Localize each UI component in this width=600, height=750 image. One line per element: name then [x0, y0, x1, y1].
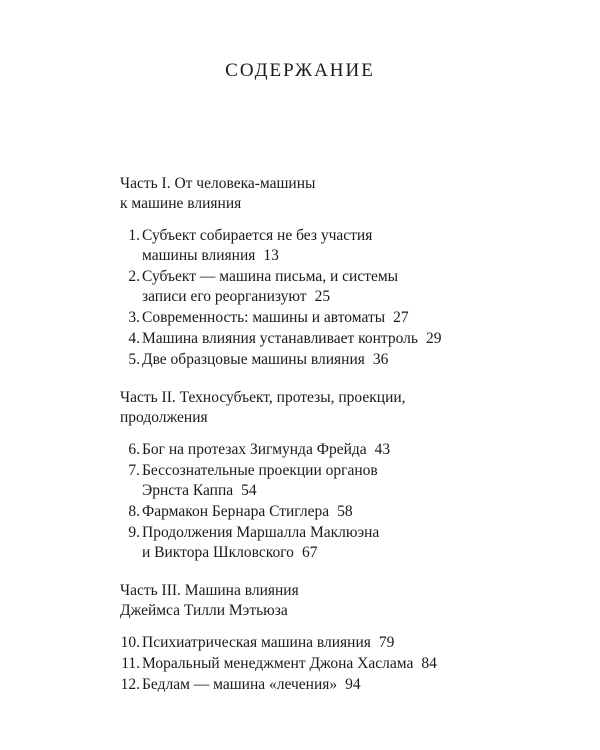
- chapter-title-text: Эрнста Каппа: [142, 482, 234, 499]
- chapter-number: 1.: [128, 227, 140, 244]
- chapter-title-line: [142, 481, 560, 501]
- chapter-title-line: [142, 308, 560, 328]
- chapter-title-text: Современность: машины и автоматы: [142, 309, 386, 326]
- chapter-title-text: машины влияния: [142, 247, 256, 264]
- list-item: [120, 267, 560, 307]
- chapter-title-text: Две образцовые машины влияния: [142, 351, 365, 368]
- chapter-title-text: записи его реорганизуют: [142, 288, 307, 305]
- chapter-title-line: Бессознательные проекции органов: [142, 462, 378, 479]
- chapter-title-line: [142, 502, 560, 522]
- chapter-number: 12.: [120, 676, 140, 693]
- chapter-number: 9.: [128, 524, 140, 541]
- part-title-line: Джеймса Тилли Мэтьюза: [120, 602, 288, 619]
- part-title-line: продолжения: [120, 409, 208, 426]
- chapter-title-line: [142, 350, 560, 370]
- list-item: [120, 329, 560, 349]
- table-of-contents: [120, 174, 560, 696]
- page-number: 79: [378, 634, 395, 651]
- chapter-title-line: [142, 633, 560, 653]
- chapter-number: 10.: [120, 634, 140, 651]
- list-item: [120, 440, 560, 460]
- list-item: [120, 350, 560, 370]
- chapter-title-line: [142, 329, 560, 349]
- part-3: [120, 581, 560, 695]
- part-title: [120, 174, 560, 214]
- chapter-list: [120, 633, 560, 695]
- list-item: [120, 502, 560, 522]
- list-item: [120, 226, 560, 266]
- chapter-number: 4.: [128, 330, 140, 347]
- page-number: 36: [372, 351, 389, 368]
- chapter-number: 2.: [128, 268, 140, 285]
- chapter-title-line: [142, 675, 560, 695]
- page-number: 43: [374, 441, 391, 458]
- chapter-title-line: Продолжения Маршалла Маклюэна: [142, 524, 380, 541]
- chapter-title-text: Бедлам — машина «лечения»: [142, 676, 338, 693]
- list-item: [120, 523, 560, 563]
- chapter-title-text: Психиатрическая машина влияния: [142, 634, 371, 651]
- page-number: 94: [345, 676, 361, 693]
- page-title: СОДЕРЖАНИЕ: [225, 60, 375, 81]
- part-title: [120, 388, 560, 428]
- chapter-list: [120, 440, 560, 563]
- page-number: 84: [421, 655, 437, 672]
- chapter-title-text: и Виктора Шкловского: [142, 544, 294, 561]
- page-number: 25: [314, 288, 331, 305]
- part-title-line: Часть I. От человека-машины: [120, 175, 316, 192]
- page-number: 67: [301, 544, 318, 561]
- list-item: [120, 461, 560, 501]
- chapter-title-line: [142, 543, 560, 563]
- chapter-title-text: Бог на протезах Зигмунда Фрейда: [142, 441, 367, 458]
- list-item: [120, 308, 560, 328]
- part-1: [120, 174, 560, 370]
- chapter-title-line: [142, 440, 560, 460]
- part-2: [120, 388, 560, 563]
- part-title: [120, 581, 560, 621]
- chapter-number: 7.: [128, 462, 140, 479]
- page-number: 13: [263, 247, 279, 264]
- chapter-title-line: [142, 246, 560, 266]
- chapter-number: 5.: [128, 351, 140, 368]
- part-title-line: Часть II. Техносубъект, протезы, проекции,: [120, 389, 406, 406]
- chapter-title-line: Субъект собирается не без участия: [142, 227, 373, 244]
- chapter-title-line: Субъект — машина письма, и системы: [142, 268, 399, 285]
- chapter-list: [120, 226, 560, 370]
- chapter-number: 8.: [128, 503, 140, 520]
- chapter-title-text: Фармакон Бернара Стиглера: [142, 503, 330, 520]
- list-item: [120, 654, 560, 674]
- chapter-title-line: [142, 287, 560, 307]
- list-item: [120, 633, 560, 653]
- page-number: 27: [393, 309, 409, 326]
- list-item: [120, 675, 560, 695]
- page-number: 58: [337, 503, 353, 520]
- chapter-title-text: Машина влияния устанавливает контроль: [142, 330, 418, 347]
- chapter-number: 6.: [128, 441, 140, 458]
- chapter-title-line: [142, 654, 560, 674]
- page-number: 29: [425, 330, 442, 347]
- part-title-line: Часть III. Машина влияния: [120, 582, 299, 599]
- chapter-title-text: Моральный менеджмент Джона Хаслама: [142, 655, 414, 672]
- chapter-number: 11.: [121, 655, 140, 672]
- part-title-line: к машине влияния: [120, 195, 242, 212]
- chapter-number: 3.: [128, 309, 140, 326]
- page-number: 54: [241, 482, 257, 499]
